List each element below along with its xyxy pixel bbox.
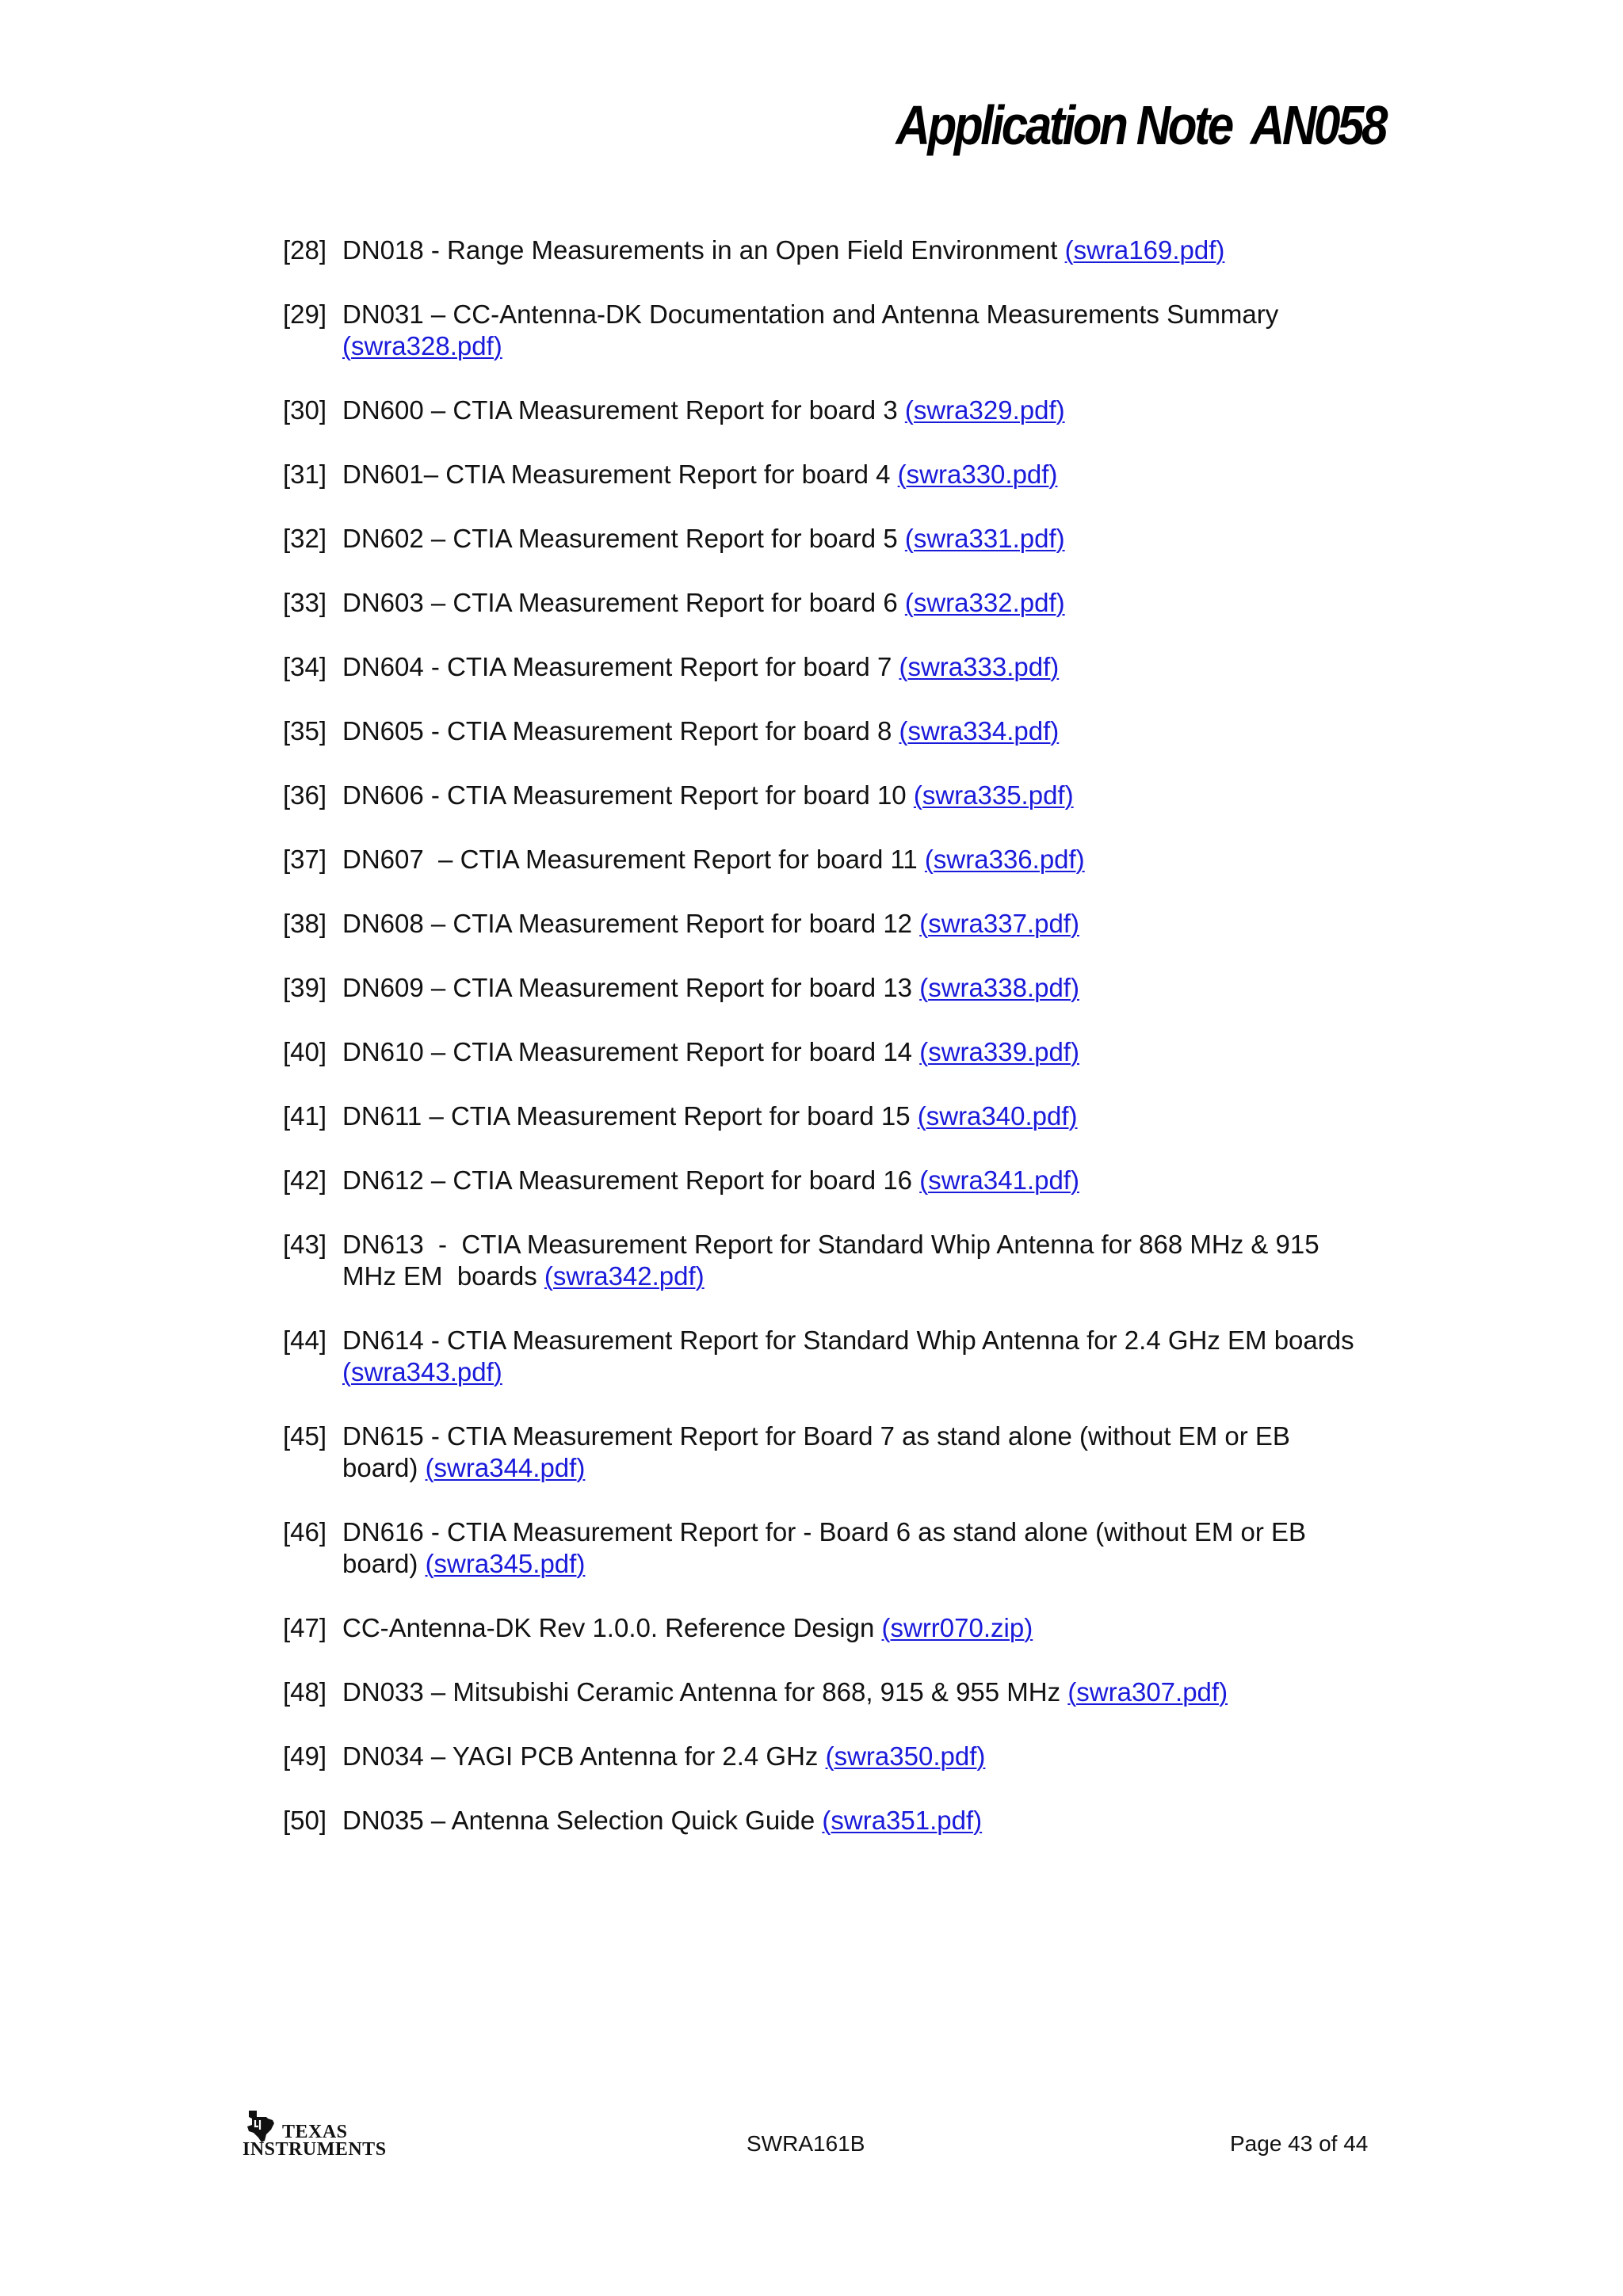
document-header-title [896, 93, 1385, 157]
page-number: Page 43 of 44 [1230, 2131, 1369, 2156]
reference-text [342, 1325, 1354, 1386]
reference-text-line: DN615 - CTIA Measurement Report for Board 7 as stand alone (without EM or EB [342, 1421, 1290, 1451]
reference-text-line: DN605 - CTIA Measurement Report for board 8 [342, 716, 899, 746]
reference-text [342, 1037, 1079, 1066]
reference-number: [41] [283, 1101, 327, 1131]
reference-link[interactable]: (swra169.pdf) [1064, 235, 1225, 265]
reference-text-line: DN601– CTIA Measurement Report for board 4 [342, 460, 898, 489]
reference-item [283, 844, 1384, 875]
reference-link[interactable]: (swra340.pdf) [917, 1101, 1078, 1131]
reference-text [342, 460, 1057, 489]
texas-instruments-logo [242, 2107, 385, 2160]
reference-list [283, 235, 1384, 1869]
reference-text-line: board) [342, 1453, 426, 1482]
reference-text-line: DN603 – CTIA Measurement Report for board 6 [342, 588, 905, 617]
reference-number: [31] [283, 460, 327, 489]
reference-link[interactable]: (swra338.pdf) [919, 973, 1079, 1002]
reference-text-line: DN611 – CTIA Measurement Report for board 15 [342, 1101, 918, 1131]
reference-item [283, 972, 1384, 1004]
reference-link[interactable]: (swra329.pdf) [904, 395, 1065, 425]
reference-text [342, 1421, 1290, 1482]
reference-text [342, 1806, 982, 1835]
reference-link[interactable]: (swrr070.zip) [881, 1613, 1033, 1642]
page-footer [0, 2107, 1623, 2171]
reference-link[interactable]: (swra334.pdf) [899, 716, 1060, 746]
reference-item [283, 1229, 1384, 1292]
reference-number: [33] [283, 588, 327, 617]
reference-number: [28] [283, 235, 327, 265]
reference-number: [50] [283, 1806, 327, 1835]
reference-text [342, 395, 1065, 425]
reference-text-line: DN031 – CC-Antenna-DK Documentation and Antenna Measurements Summary [342, 299, 1279, 329]
reference-text-line: MHz EM boards [342, 1261, 544, 1291]
reference-number: [30] [283, 395, 327, 425]
reference-number: [45] [283, 1421, 327, 1451]
document-id: SWRA161B [747, 2131, 865, 2156]
reference-link[interactable]: (swra328.pdf) [342, 331, 502, 360]
reference-item [283, 1325, 1384, 1388]
reference-number: [40] [283, 1037, 327, 1066]
reference-item [283, 1516, 1384, 1580]
reference-item [283, 651, 1384, 683]
reference-number: [49] [283, 1741, 327, 1771]
reference-item [283, 1165, 1384, 1196]
reference-link[interactable]: (swra332.pdf) [904, 588, 1065, 617]
header-document-number: AN058 [1250, 94, 1385, 156]
reference-text [342, 1101, 1078, 1131]
reference-text-line: DN035 – Antenna Selection Quick Guide [342, 1806, 823, 1835]
reference-text-line: DN608 – CTIA Measurement Report for board 12 [342, 909, 920, 938]
reference-text-line: CC-Antenna-DK Rev 1.0.0. Reference Design [342, 1613, 882, 1642]
reference-number: [47] [283, 1613, 327, 1642]
reference-text-line: DN606 - CTIA Measurement Report for board 10 [342, 780, 914, 810]
reference-text-line: DN033 – Mitsubishi Ceramic Antenna for 868, 915 & 955 MHz [342, 1677, 1068, 1707]
reference-number: [35] [283, 716, 327, 746]
reference-link[interactable]: (swra333.pdf) [899, 652, 1060, 681]
reference-link[interactable]: (swra339.pdf) [919, 1037, 1079, 1066]
reference-item [283, 395, 1384, 426]
reference-link[interactable]: (swra335.pdf) [913, 780, 1074, 810]
reference-link[interactable]: (swra343.pdf) [342, 1357, 502, 1386]
reference-text [342, 1165, 1079, 1195]
reference-text-line: DN602 – CTIA Measurement Report for board 5 [342, 524, 905, 553]
reference-number: [43] [283, 1230, 327, 1259]
reference-text-line: DN034 – YAGI PCB Antenna for 2.4 GHz [342, 1741, 826, 1771]
reference-item [283, 459, 1384, 490]
reference-item [283, 1741, 1384, 1772]
reference-text [342, 780, 1074, 810]
reference-text [342, 1613, 1033, 1642]
reference-text [342, 1230, 1319, 1291]
reference-link[interactable]: (swra342.pdf) [544, 1261, 705, 1291]
reference-number: [38] [283, 909, 327, 938]
logo-line-texas: TEXAS [282, 2122, 348, 2142]
reference-text [342, 909, 1079, 938]
reference-text-line: DN610 – CTIA Measurement Report for board 14 [342, 1037, 920, 1066]
reference-item [283, 780, 1384, 811]
reference-text-line: DN604 - CTIA Measurement Report for board 7 [342, 652, 899, 681]
reference-number: [34] [283, 652, 327, 681]
reference-text [342, 235, 1224, 265]
reference-link[interactable]: (swra341.pdf) [919, 1165, 1079, 1195]
reference-link[interactable]: (swra307.pdf) [1067, 1677, 1228, 1707]
reference-text [342, 524, 1065, 553]
reference-text-line: DN607 – CTIA Measurement Report for board 11 [342, 845, 925, 874]
reference-text [342, 716, 1059, 746]
reference-item [283, 523, 1384, 555]
reference-link[interactable]: (swra330.pdf) [897, 460, 1058, 489]
reference-link[interactable]: (swra345.pdf) [425, 1549, 586, 1578]
logo-line-instruments: INSTRUMENTS [242, 2139, 387, 2160]
reference-number: [48] [283, 1677, 327, 1707]
reference-number: [46] [283, 1517, 327, 1547]
reference-link[interactable]: (swra351.pdf) [822, 1806, 983, 1835]
reference-text-line: DN613 - CTIA Measurement Report for Standard Whip Antenna for 868 MHz & 915 [342, 1230, 1319, 1259]
header-title-text: Application Note [896, 94, 1232, 156]
reference-number: [37] [283, 845, 327, 874]
reference-link[interactable]: (swra336.pdf) [924, 845, 1085, 874]
reference-link[interactable]: (swra331.pdf) [904, 524, 1065, 553]
reference-item [283, 1100, 1384, 1132]
reference-number: [44] [283, 1325, 327, 1355]
reference-item [283, 235, 1384, 266]
reference-text-line: DN609 – CTIA Measurement Report for board 13 [342, 973, 920, 1002]
reference-text-line: DN018 - Range Measurements in an Open Field Environment [342, 235, 1065, 265]
reference-link[interactable]: (swra337.pdf) [919, 909, 1079, 938]
reference-text-line: DN612 – CTIA Measurement Report for board 16 [342, 1165, 920, 1195]
reference-item [283, 1421, 1384, 1484]
reference-text [342, 652, 1059, 681]
reference-item [283, 1036, 1384, 1068]
reference-item [283, 1676, 1384, 1708]
reference-link[interactable]: (swra350.pdf) [825, 1741, 986, 1771]
reference-text-line: board) [342, 1549, 426, 1578]
reference-text [342, 973, 1079, 1002]
reference-text [342, 1517, 1306, 1578]
reference-number: [32] [283, 524, 327, 553]
reference-text-line: DN616 - CTIA Measurement Report for - Board 6 as stand alone (without EM or EB [342, 1517, 1307, 1547]
reference-number: [29] [283, 299, 327, 329]
reference-text [342, 588, 1065, 617]
reference-text [342, 299, 1278, 360]
reference-text [342, 1677, 1228, 1707]
reference-text [342, 845, 1085, 874]
reference-item [283, 715, 1384, 747]
reference-item [283, 1612, 1384, 1644]
reference-item [283, 587, 1384, 619]
reference-number: [39] [283, 973, 327, 1002]
reference-item [283, 299, 1384, 362]
reference-item [283, 1805, 1384, 1836]
reference-number: [42] [283, 1165, 327, 1195]
reference-text-line: DN600 – CTIA Measurement Report for board 3 [342, 395, 905, 425]
reference-text-line: DN614 - CTIA Measurement Report for Standard Whip Antenna for 2.4 GHz EM boards [342, 1325, 1354, 1355]
reference-number: [36] [283, 780, 327, 810]
reference-link[interactable]: (swra344.pdf) [425, 1453, 586, 1482]
reference-text [342, 1741, 985, 1771]
reference-item [283, 908, 1384, 940]
